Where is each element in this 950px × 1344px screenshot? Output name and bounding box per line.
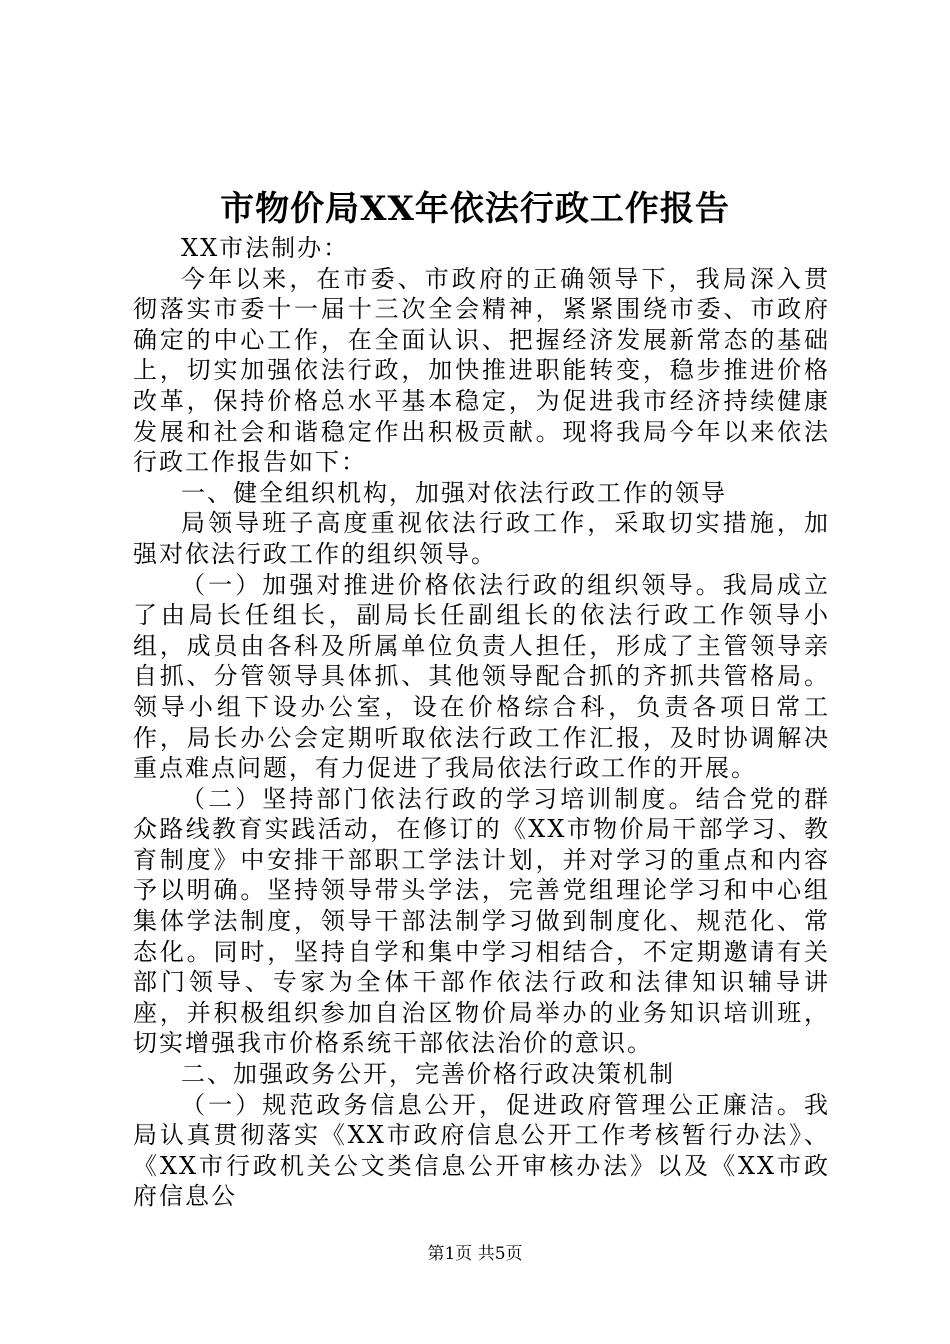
document-title: 市物价局XX年依法行政工作报告 <box>220 189 730 229</box>
section-heading-1: 一、健全组织机构，加强对依法行政工作的领导 <box>181 478 727 507</box>
paragraph-intro: 今年以来，在市委、市政府的正确领导下，我局深入贯彻落实市委十一届十三次全会精神，紧紧围绕市委、市政府确定的中心工作，在全面认识、把握经济发展新常态的基础上，切实加强依法行政，加快推进职能转变，稳步推进价格改革，保持价格总水平基本稳定，为促进我市经济持续健康发展和社会和谐稳定作出积极贡献。现将我局今年以来依法行政工作报告如下： <box>133 264 830 477</box>
paragraph-section-1-item-2: （二）坚持部门依法行政的学习培训制度。结合党的群众路线教育实践活动，在修订的《XX市物价局干部学习、教育制度》中安排干部职工学法计划，并对学习的重点和内容予以明确。坚持领导带头学法，完善党组理论学习和中心组集体学法制度，领导干部法制学习做到制度化、规范化、常态化。同时，坚持自学和集中学习相结合，不定期邀请有关部门领导、专家为全体干部作依法行政和法律知识辅导讲座，并积极组织参加自治区物价局举办的业务知识培训班，切实增强我市价格系统干部依法治价的意识。 <box>133 784 830 1058</box>
section-heading-2: 二、加强政务公开，完善价格行政决策机制 <box>181 1060 675 1089</box>
page-number-footer: 第1页 共5页 <box>427 1244 523 1264</box>
paragraph-section-2-item-1: （一）规范政务信息公开，促进政府管理公正廉洁。我局认真贯彻落实《XX市政府信息公开工作考核暂行办法》、《XX市行政机关公文类信息公开审核办法》以及《XX市政府信息公 <box>133 1090 830 1211</box>
greeting-line: XX市法制办： <box>181 234 350 262</box>
paragraph-section-1-intro: 局领导班子高度重视依法行政工作，采取切实措施，加强对依法行政工作的组织领导。 <box>133 509 830 568</box>
paragraph-section-1-item-1: （一）加强对推进价格依法行政的组织领导。我局成立了由局长任组长，副局长任副组长的依法行政工作领导小组，成员由各科及所属单位负责人担任，形成了主管领导亲自抓、分管领导具体抓、其他领导配合抓的齐抓共管格局。领导小组下设办公室，设在价格综合科，负责各项日常工作，局长办公会定期听取依法行政工作汇报，及时协调解决重点难点问题，有力促进了我局依法行政工作的开展。 <box>133 570 830 783</box>
document-body <box>133 233 830 1212</box>
